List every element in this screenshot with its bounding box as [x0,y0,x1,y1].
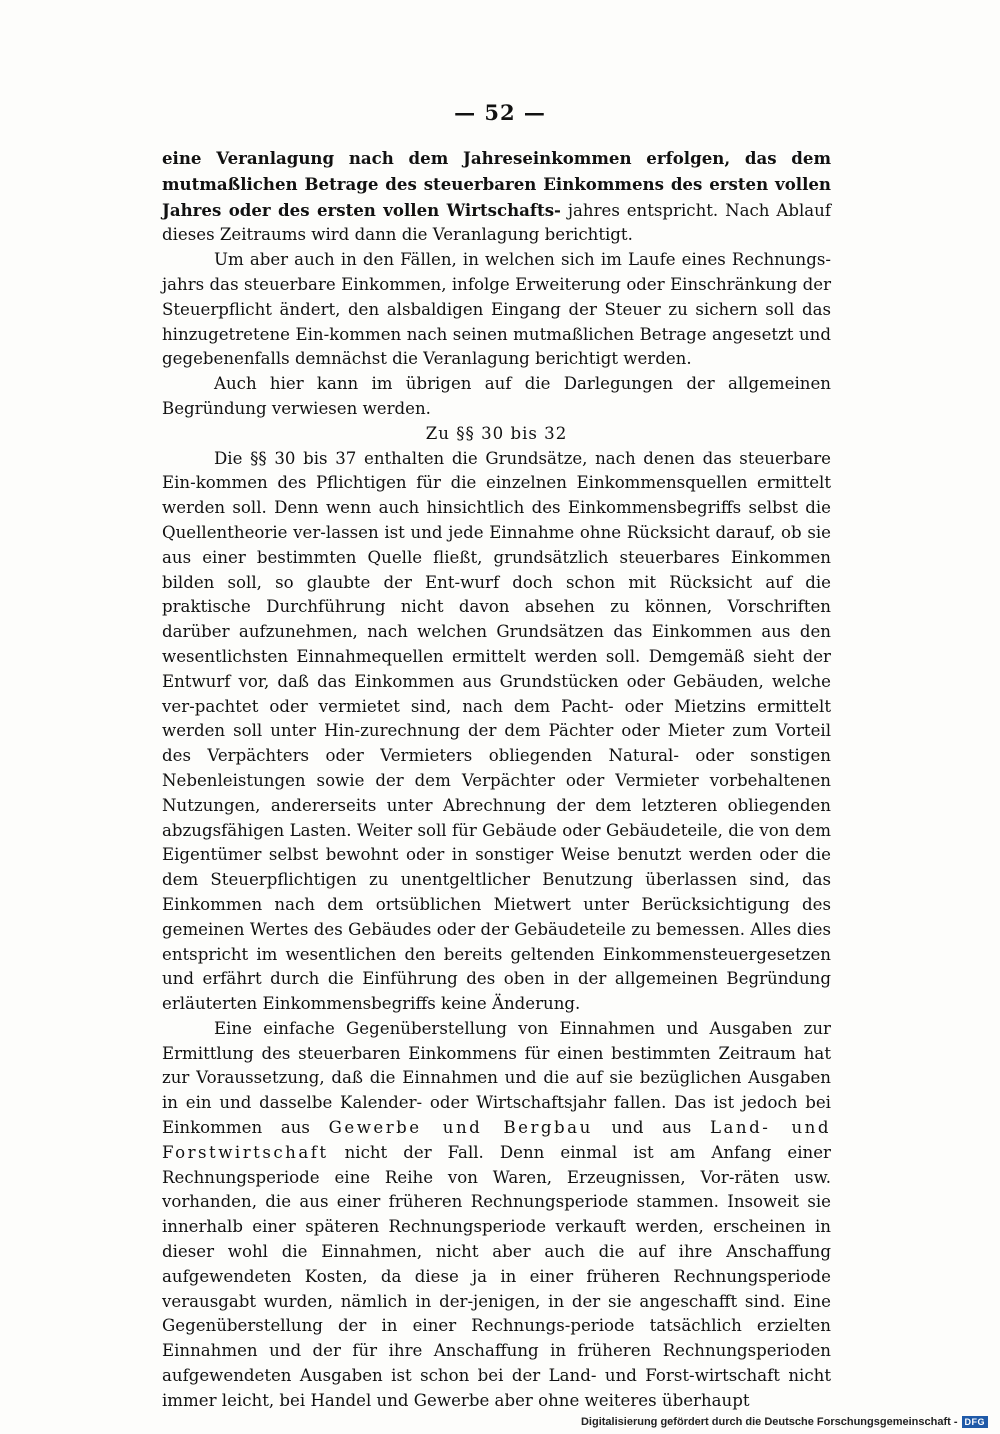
paragraph-5-emphasis-2: Land- und Forstwirtschaft [162,1118,831,1162]
paragraph-5-part-a: Eine einfache Gegenüberstellung von Einnahmen und Ausgaben zur Ermittlung des steuerbaren Einkommens für einen bestimmten Zeitraum hat zur Voraussetzung, daß die Einnahmen und die auf sie bezüglichen Ausgaben in ein und dasselbe Kalender- oder Wirtschaftsjahr fallen. Das ist jedoch bei Einkommen aus [162,1018,831,1138]
paragraph-2: Um aber auch in den Fällen, in welchen sich im Laufe eines Rechnungs-jahrs das steuerbare Einkommen, infolge Erweiterung oder Einschränkung der Steuerpflicht ändert, den alsbaldigen Eingang der Steuer zu sichern soll das hinzugetretene Ein-kommen nach seinen mutmaßlichen Betrage angesetzt und gegebenenfalls demnächst die Veranlagung berichtigt werden. [162,250,831,369]
dfg-logo: DFG [962,1416,989,1428]
paragraph-3: Auch hier kann im übrigen auf die Darlegungen der allgemeinen Begründung verwiesen werden. [162,374,831,418]
paragraph-1-bold: eine Veranlagung nach dem Jahreseinkommen erfolgen, das dem mutmaßlichen Betrage des steuerbaren Einkommens des ersten vollen Jahres oder des ersten vollen Wirtschafts- [162,148,831,220]
body-text [162,146,831,1414]
digitization-footer [581,1416,988,1428]
paragraph-1-rest: jahres entspricht. Nach Ablauf dieses Zeitraums wird dann die Veranlagung berichtigt. [162,200,831,245]
paragraph-1 [162,146,831,248]
paragraph-5-emphasis-1: Gewerbe und Bergbau [328,1118,593,1138]
paragraph-5-part-b: und aus [611,1118,692,1138]
paragraph-5-part-c: nicht der Fall. Denn einmal ist am Anfang einer Rechnungsperiode eine Reihe von Waren, Erzeugnissen, Vor-räten usw. vorhanden, die aus einer früheren Rechnungsperiode stammen. Insoweit sie innerhalb einer späteren Rechnungsperiode verkauft werden, erscheinen in dieser wohl die Einnahmen, nicht aber auch die auf ihre Anschaffung aufgewendeten Kosten, da diese ja in einer früheren Rechnungsperiode verausgabt wurden, nämlich in der-jenigen, in der sie angeschafft sind. Eine Gegenüberstellung der in einer Rechnungs-periode tatsächlich erzielten Einnahmen und der für ihre Anschaffung in früheren Rechnungsperioden aufgewendeten Ausgaben ist schon bei der Land- und Forst-wirtschaft nicht immer leicht, bei Handel und Gewerbe aber ohne weiteres überhaupt [162,1142,831,1410]
footer-text: Digitalisierung gefördert durch die Deutsche Forschungsgemeinschaft - [580,1416,958,1428]
paragraph-4: Die §§ 30 bis 37 enthalten die Grundsätze, nach denen das steuerbare Ein-kommen des Pflichtigen für die einzelnen Einkommensquellen ermittelt werden soll. Denn wenn auch hinsichtlich des Einkommensbegriffs selbst die Quellentheorie ver-lassen ist und jede Einnahme ohne Rücksicht darauf, ob sie aus einer bestimmten Quelle fließt, grundsätzlich steuerbares Einkommen bilden soll, so glaubte der Ent-wurf doch schon mit Rücksicht auf die praktische Durchführung nicht davon absehen zu können, Vorschriften darüber aufzunehmen, nach welchen Grundsätzen das Einkommen aus den wesentlichsten Einnahmequellen ermittelt werden soll. Demgemäß sieht der Entwurf vor, daß das Einkommen aus Grundstücken oder Gebäuden, welche ver-pachtet oder vermietet sind, nach dem Pacht- oder Mietzins ermittelt werden soll unter Hin-zurechnung der dem Pächter oder Mieter zum Vorteil des Verpächters oder Vermieters obliegenden Natural- oder sonstigen Nebenleistungen sowie der dem Verpächter oder Vermieter vorbehaltenen Nutzungen, andererseits unter Abrechnung der dem letzteren obliegenden abzugsfähigen Lasten. Weiter soll für Gebäude oder Gebäudeteile, die von dem Eigentümer selbst bewohnt oder in sonstiger Weise benutzt werden oder die dem Steuerpflichtigen zu unentgeltlicher Benutzung überlassen sind, das Einkommen nach dem ortsüblichen Mietwert unter Berücksichtigung des gemeinen Wertes des Gebäudes oder der Gebäudeteile zu bemessen. Alles dies entspricht im wesentlichen den bereits geltenden Einkommensteuergesetzen und erfährt durch die Einführung des oben in der allgemeinen Begründung erläuterten Einkommensbegriffs keine Änderung. [162,448,831,1014]
page-number: — 52 — [454,100,546,125]
section-heading: Zu §§ 30 bis 32 [425,423,568,443]
paragraph-5 [162,1017,831,1414]
